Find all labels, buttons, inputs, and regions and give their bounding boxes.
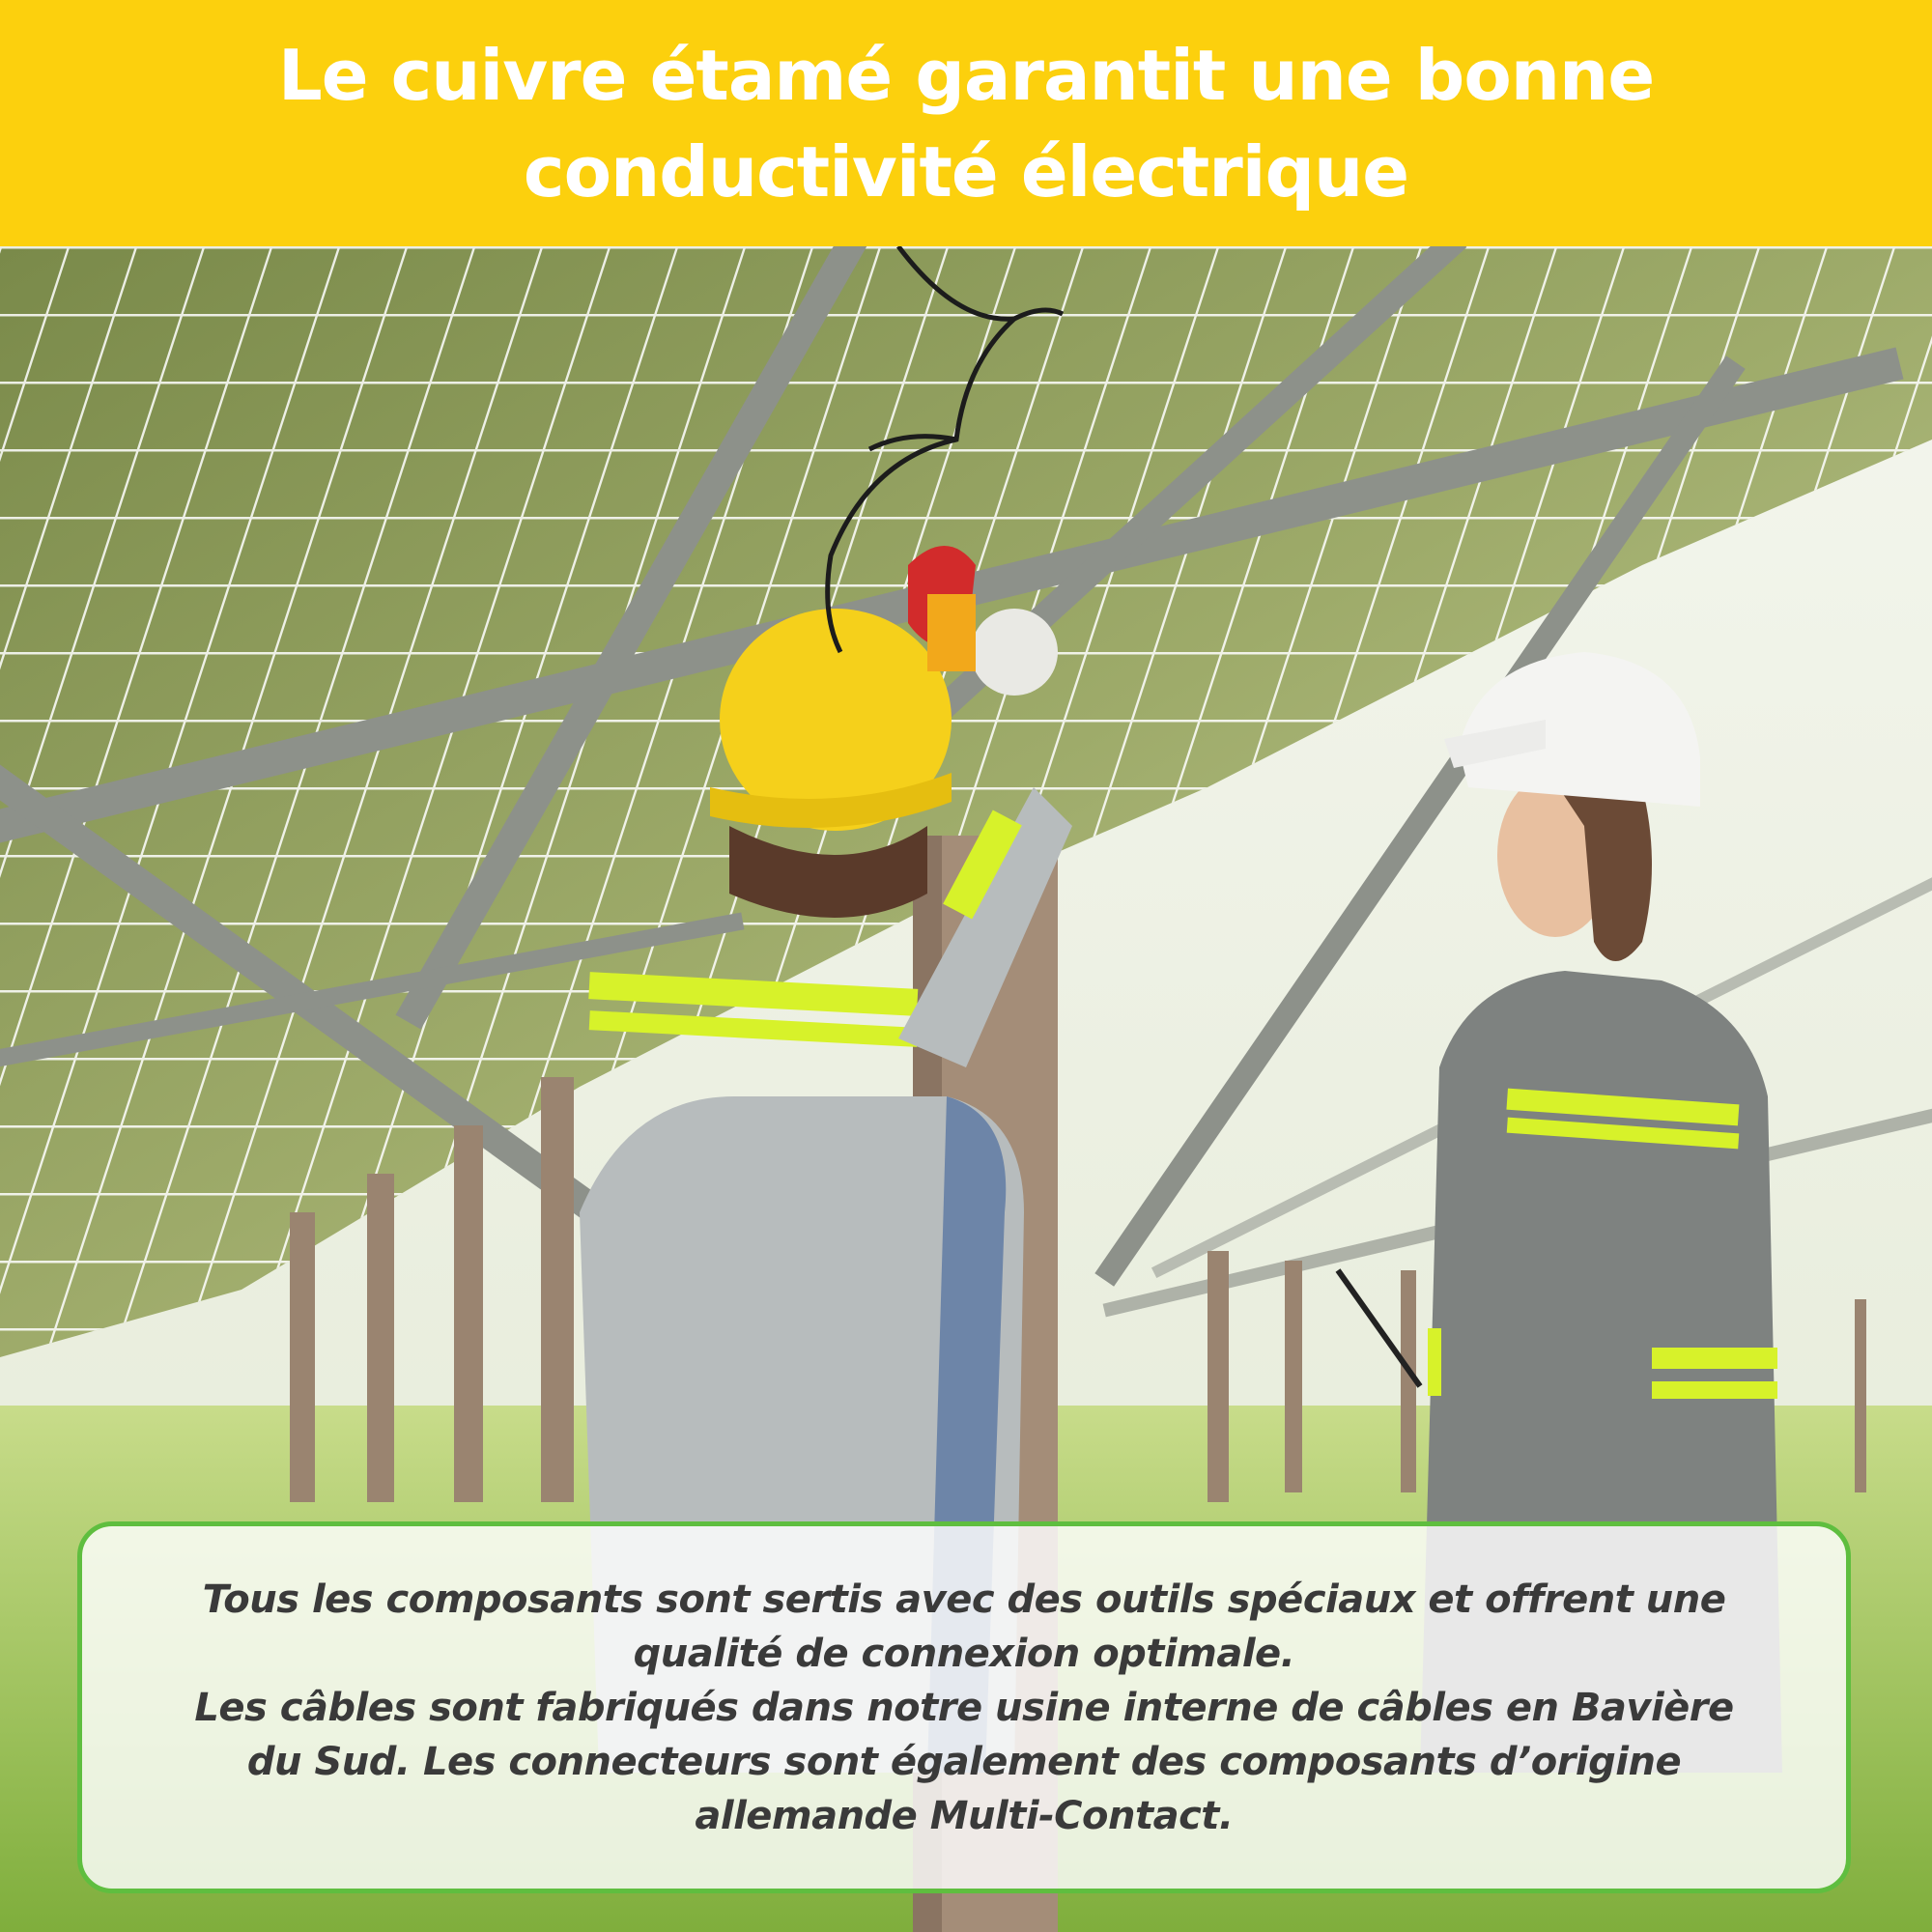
- caption-line-3: Les câbles sont fabriqués dans notre usine interne de câbles en Bavière: [194, 1685, 1734, 1730]
- title-line-1: Le cuivre étamé garantit une bonne: [277, 34, 1655, 116]
- caption-text: [194, 1573, 1733, 1843]
- caption-line-1: Tous les composants sont sertis avec des outils spéciaux et offrent une: [202, 1577, 1726, 1622]
- page-title: [48, 27, 1884, 220]
- caption-line-2: qualité de connexion optimale.: [633, 1631, 1295, 1676]
- caption-line-5: allemande Multi-Contact.: [695, 1793, 1234, 1838]
- caption-box: [77, 1521, 1851, 1893]
- title-line-2: conductivité électrique: [523, 130, 1409, 213]
- caption-line-4: du Sud. Les connecteurs sont également des composants d’origine: [246, 1739, 1682, 1784]
- header-banner: [0, 0, 1932, 246]
